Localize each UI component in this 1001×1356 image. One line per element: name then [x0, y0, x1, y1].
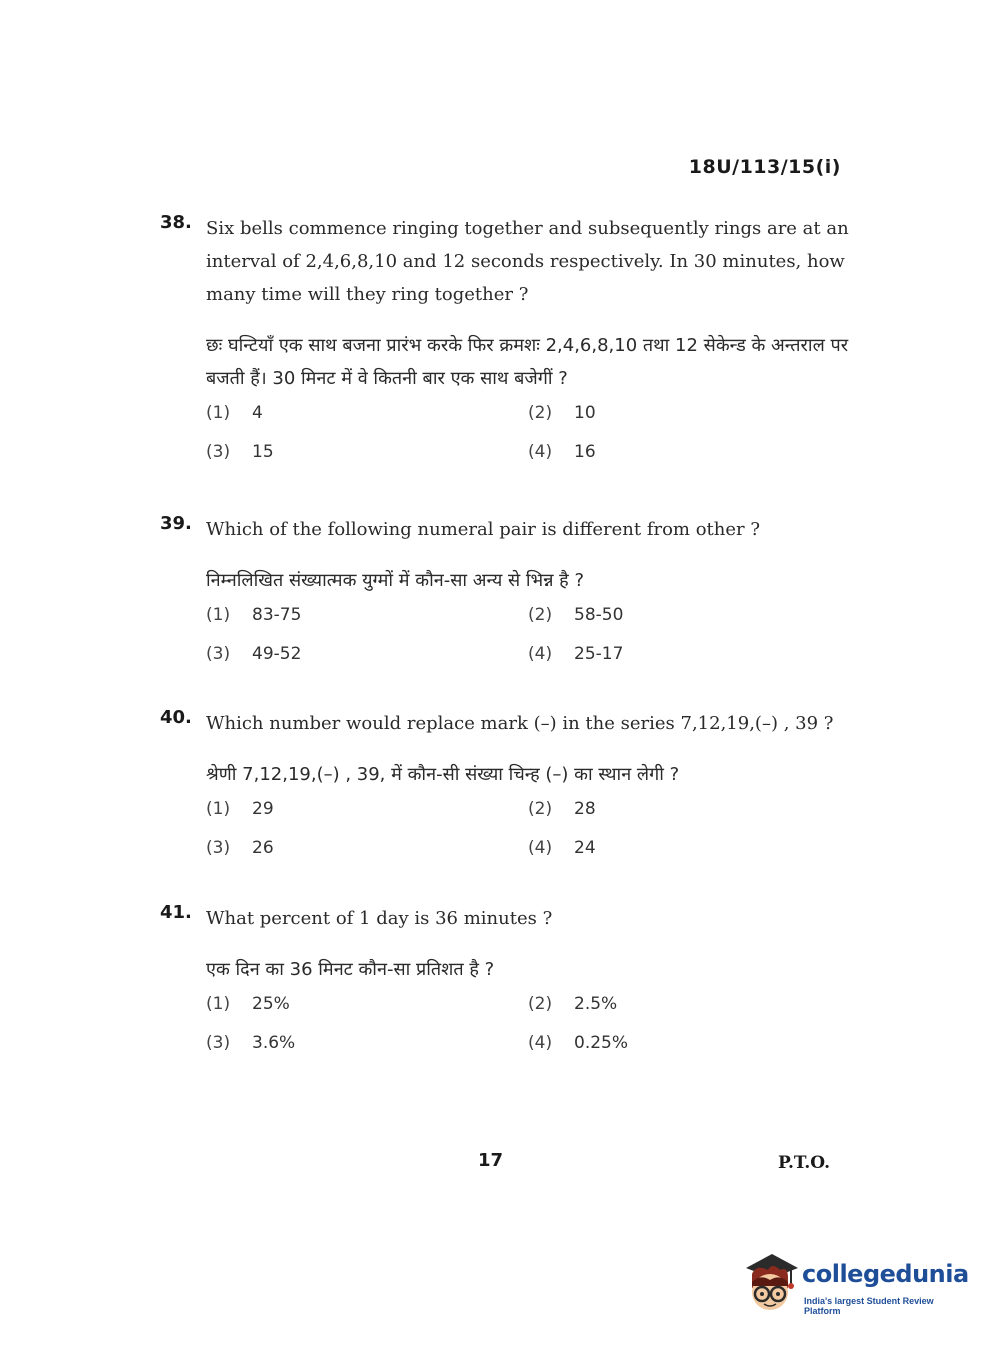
option-text: 2.5%: [574, 994, 618, 1014]
question-number: 38.: [160, 212, 192, 233]
option-text: 10: [574, 403, 596, 423]
question-text-hindi: छः घन्टियाँ एक साथ बजना प्रारंभ करके फिर क्रमशः 2,4,6,8,10 तथा 12 सेकेन्ड के अन्तराल पर बजती हैं। 30 मिनट में वे कितनी बार एक साथ बजेगीं ?: [206, 335, 849, 389]
question-number: 39.: [160, 513, 192, 534]
option-number: (2): [528, 799, 553, 819]
option-text: 29: [252, 799, 274, 819]
question-text-hindi: एक दिन का 36 मिनट कौन-सा प्रतिशत है ?: [206, 959, 495, 980]
option-number: (1): [206, 994, 231, 1014]
collegedunia-logo: [742, 1248, 972, 1318]
option-number: (1): [206, 403, 231, 423]
question-text-english: Which number would replace mark (–) in the series 7,12,19,(–) , 39 ?: [206, 713, 834, 734]
question-text-english: Which of the following numeral pair is different from other ?: [206, 519, 761, 540]
option-2: [528, 403, 828, 429]
option-text: 28: [574, 799, 596, 819]
option-1: [206, 403, 528, 429]
option-number: (2): [528, 403, 553, 423]
option-4: [528, 442, 828, 468]
option-text: 24: [574, 838, 596, 858]
option-text: 83-75: [252, 605, 302, 625]
option-text: 16: [574, 442, 596, 462]
page-number: 17: [478, 1150, 504, 1171]
option-text: 3.6%: [252, 1033, 296, 1053]
option-text: 49-52: [252, 644, 302, 664]
option-number: (3): [206, 644, 231, 664]
options-grid: [206, 994, 850, 1059]
option-number: (3): [206, 838, 231, 858]
option-3: [206, 838, 528, 864]
option-2: [528, 605, 828, 631]
option-3: [206, 442, 528, 468]
pto-label: P.T.O.: [778, 1153, 830, 1173]
option-text: 4: [252, 403, 263, 423]
option-text: 15: [252, 442, 274, 462]
mascot-icon: [742, 1248, 800, 1314]
option-text: 0.25%: [574, 1033, 629, 1053]
paper-code: 18U/113/15(i): [688, 156, 841, 178]
option-1: [206, 994, 528, 1020]
option-4: [528, 1033, 828, 1059]
brand-tagline: India's largest Student Review Platform: [804, 1296, 934, 1316]
option-text: 58-50: [574, 605, 624, 625]
question-number: 41.: [160, 902, 192, 923]
question-text-hindi: निम्नलिखित संख्यात्मक युग्मों में कौन-सा अन्य से भिन्न है ?: [206, 570, 585, 591]
option-3: [206, 644, 528, 670]
option-number: (4): [528, 838, 553, 858]
option-text: 25%: [252, 994, 290, 1014]
option-4: [528, 644, 828, 670]
question-40: [160, 707, 850, 864]
option-number: (2): [528, 994, 553, 1014]
option-2: [528, 799, 828, 825]
option-4: [528, 838, 828, 864]
option-text: 25-17: [574, 644, 624, 664]
question-text-hindi: श्रेणी 7,12,19,(–) , 39, में कौन-सी संख्या चिन्ह (–) का स्थान लेगी ?: [206, 764, 680, 785]
question-text-english: Six bells commence ringing together and subsequently rings are at an interval of 2,4,6,8,10 and 12 seconds respectively. In 30 minutes, how many time will they ring together ?: [206, 218, 849, 305]
option-1: [206, 799, 528, 825]
options-grid: [206, 799, 850, 864]
option-text: 26: [252, 838, 274, 858]
option-number: (1): [206, 605, 231, 625]
option-2: [528, 994, 828, 1020]
option-number: (3): [206, 442, 231, 462]
option-number: (3): [206, 1033, 231, 1053]
question-38: [160, 212, 850, 468]
brand-name: collegedunia: [802, 1260, 969, 1288]
option-number: (4): [528, 1033, 553, 1053]
option-number: (1): [206, 799, 231, 819]
question-text-english: What percent of 1 day is 36 minutes ?: [206, 908, 553, 929]
option-number: (4): [528, 442, 553, 462]
question-number: 40.: [160, 707, 192, 728]
option-1: [206, 605, 528, 631]
question-39: [160, 513, 850, 670]
options-grid: [206, 403, 850, 468]
option-number: (2): [528, 605, 553, 625]
question-41: [160, 902, 850, 1059]
options-grid: [206, 605, 850, 670]
option-number: (4): [528, 644, 553, 664]
option-3: [206, 1033, 528, 1059]
